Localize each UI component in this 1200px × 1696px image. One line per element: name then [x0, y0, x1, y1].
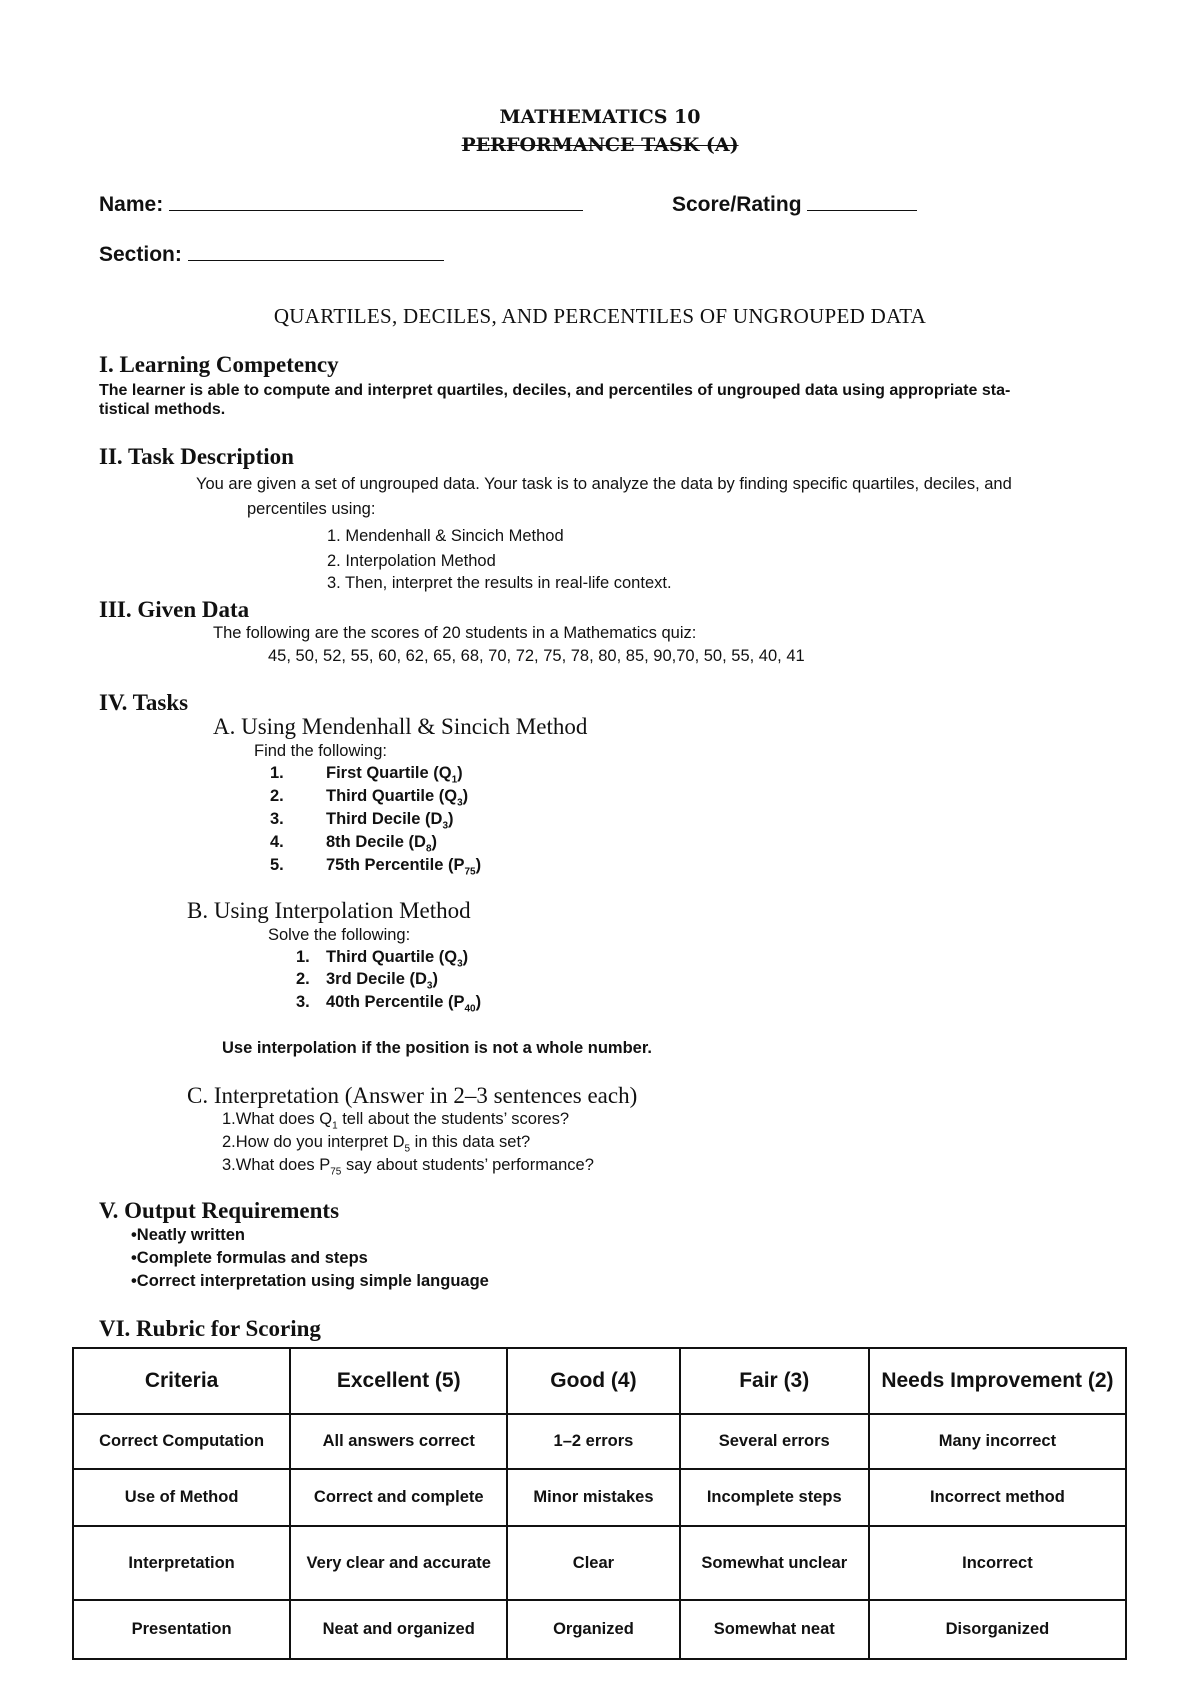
section3-line1: The following are the scores of 20 students in a Mathematics quiz: — [213, 624, 697, 642]
task-title: PERFORMANCE TASK (A) — [461, 134, 739, 156]
task-b-item-3: 3. 40th Percentile $(P_{40})$ — [296, 993, 482, 1015]
rubric-cell: Interpretation — [73, 1526, 290, 1600]
table-row — [73, 1526, 1126, 1600]
rubric-header-fair: Fair (3) — [680, 1348, 869, 1414]
rubric-cell: Presentation — [73, 1600, 290, 1659]
task-a-heading: A. Using Mendenhall & Sincich Method — [213, 714, 588, 739]
section-blank-line[interactable] — [188, 240, 444, 261]
rubric-cell: Somewhat neat — [680, 1600, 869, 1659]
task-method-3: 3. Then, interpret the results in real-life context. — [327, 574, 672, 592]
section2-line2: percentiles using: — [247, 500, 376, 518]
rubric-cell: Use of Method — [73, 1469, 290, 1526]
task-c-item-3: 3.What does $P_{75}$ say about students’ performance? — [222, 1156, 594, 1178]
task-b-heading: B. Using Interpolation Method — [187, 898, 471, 923]
rubric-cell: Incorrect method — [869, 1469, 1126, 1526]
given-data-values: 45, 50, 52, 55, 60, 62, 65, 68, 70, 72, 75, 78, 80, 85, 90,70, 50, 55, 40, 41 — [268, 647, 805, 665]
rubric-header-needs-improvement: Needs Improvement (2) — [869, 1348, 1126, 1414]
rubric-cell: Disorganized — [869, 1600, 1126, 1659]
task-a-item-4: 4. 8th Decile $(D_8)$ — [270, 833, 438, 855]
section-field — [99, 240, 444, 267]
section-label: Section: — [99, 243, 182, 266]
task-a-item-2: 2. Third Quartile $(Q_3)$ — [270, 787, 469, 809]
task-a-item-3: 3. Third Decile $(D_3)$ — [270, 810, 454, 832]
rubric-cell: Correct and complete — [290, 1469, 507, 1526]
section2-heading: II. Task Description — [99, 444, 294, 469]
task-b-intro: Solve the following: — [268, 926, 411, 944]
task-method-1: 1. Mendenhall & Sincich Method — [327, 527, 564, 545]
rubric-cell: Incomplete steps — [680, 1469, 869, 1526]
rubric-cell: All answers correct — [290, 1414, 507, 1469]
rubric-cell: Several errors — [680, 1414, 869, 1469]
task-c-item-2: 2.How do you interpret $D_5$ in this data set? — [222, 1133, 531, 1155]
rubric-cell: Somewhat unclear — [680, 1526, 869, 1600]
section3-heading: III. Given Data — [99, 597, 250, 622]
rubric-header-good: Good (4) — [507, 1348, 679, 1414]
section1-heading: I. Learning Competency — [99, 352, 339, 377]
rubric-header-excellent: Excellent (5) — [290, 1348, 507, 1414]
rubric-cell: Clear — [507, 1526, 679, 1600]
section1-line1: The learner is able to compute and interpret quartiles, deciles, and percentiles of ungrouped data using appropriate sta- — [99, 382, 1011, 399]
name-field — [99, 190, 583, 217]
rubric-cell: 1–2 errors — [507, 1414, 679, 1469]
output-req-3: •Correct interpretation using simple language — [131, 1272, 489, 1290]
task-c-item-1: 1.What does $Q_1$ tell about the students’ scores? — [222, 1110, 570, 1132]
score-blank-line[interactable] — [807, 190, 917, 211]
section1-line2: tistical methods. — [99, 401, 226, 418]
task-method-2: 2. Interpolation Method — [327, 552, 496, 570]
rubric-table — [72, 1347, 1127, 1660]
table-row — [73, 1600, 1126, 1659]
section2-line1: You are given a set of ungrouped data. Your task is to analyze the data by finding specific quartiles, deciles, and — [196, 475, 1012, 493]
name-blank-line[interactable] — [169, 190, 583, 211]
task-a-item-1: 1. First Quartile $(Q_1)$ — [270, 764, 463, 786]
subject-title: MATHEMATICS 10 — [499, 106, 701, 128]
rubric-cell: Many incorrect — [869, 1414, 1126, 1469]
score-field — [672, 190, 917, 217]
section6-heading: VI. Rubric for Scoring — [99, 1316, 321, 1341]
task-b-item-1: 1. Third Quartile $(Q_3)$ — [296, 948, 469, 970]
main-title: QUARTILES, DECILES, AND PERCENTILES OF UNGROUPED DATA — [273, 304, 927, 328]
rubric-cell: Neat and organized — [290, 1600, 507, 1659]
rubric-cell: Correct Computation — [73, 1414, 290, 1469]
task-b-item-2: 2. 3rd Decile $(D_3)$ — [296, 970, 438, 992]
task-a-intro: Find the following: — [254, 742, 387, 760]
rubric-cell: Very clear and accurate — [290, 1526, 507, 1600]
rubric-cell: Incorrect — [869, 1526, 1126, 1600]
name-label: Name: — [99, 193, 164, 216]
score-label: Score/Rating — [672, 193, 802, 216]
rubric-header-row — [73, 1348, 1126, 1414]
rubric-cell: Organized — [507, 1600, 679, 1659]
rubric-cell: Minor mistakes — [507, 1469, 679, 1526]
table-row — [73, 1469, 1126, 1526]
rubric-header-criteria: Criteria — [73, 1348, 290, 1414]
output-req-1: •Neatly written — [131, 1226, 245, 1244]
output-req-2: •Complete formulas and steps — [131, 1249, 368, 1267]
task-c-heading: C. Interpretation (Answer in 2–3 sentences each) — [187, 1083, 638, 1108]
table-row — [73, 1414, 1126, 1469]
section4-heading: IV. Tasks — [99, 690, 189, 715]
section5-heading: V. Output Requirements — [99, 1198, 340, 1223]
task-a-item-5: 5. 75th Percentile $(P_{75})$ — [270, 856, 482, 878]
task-b-note: Use interpolation if the position is not a whole number. — [222, 1039, 652, 1057]
